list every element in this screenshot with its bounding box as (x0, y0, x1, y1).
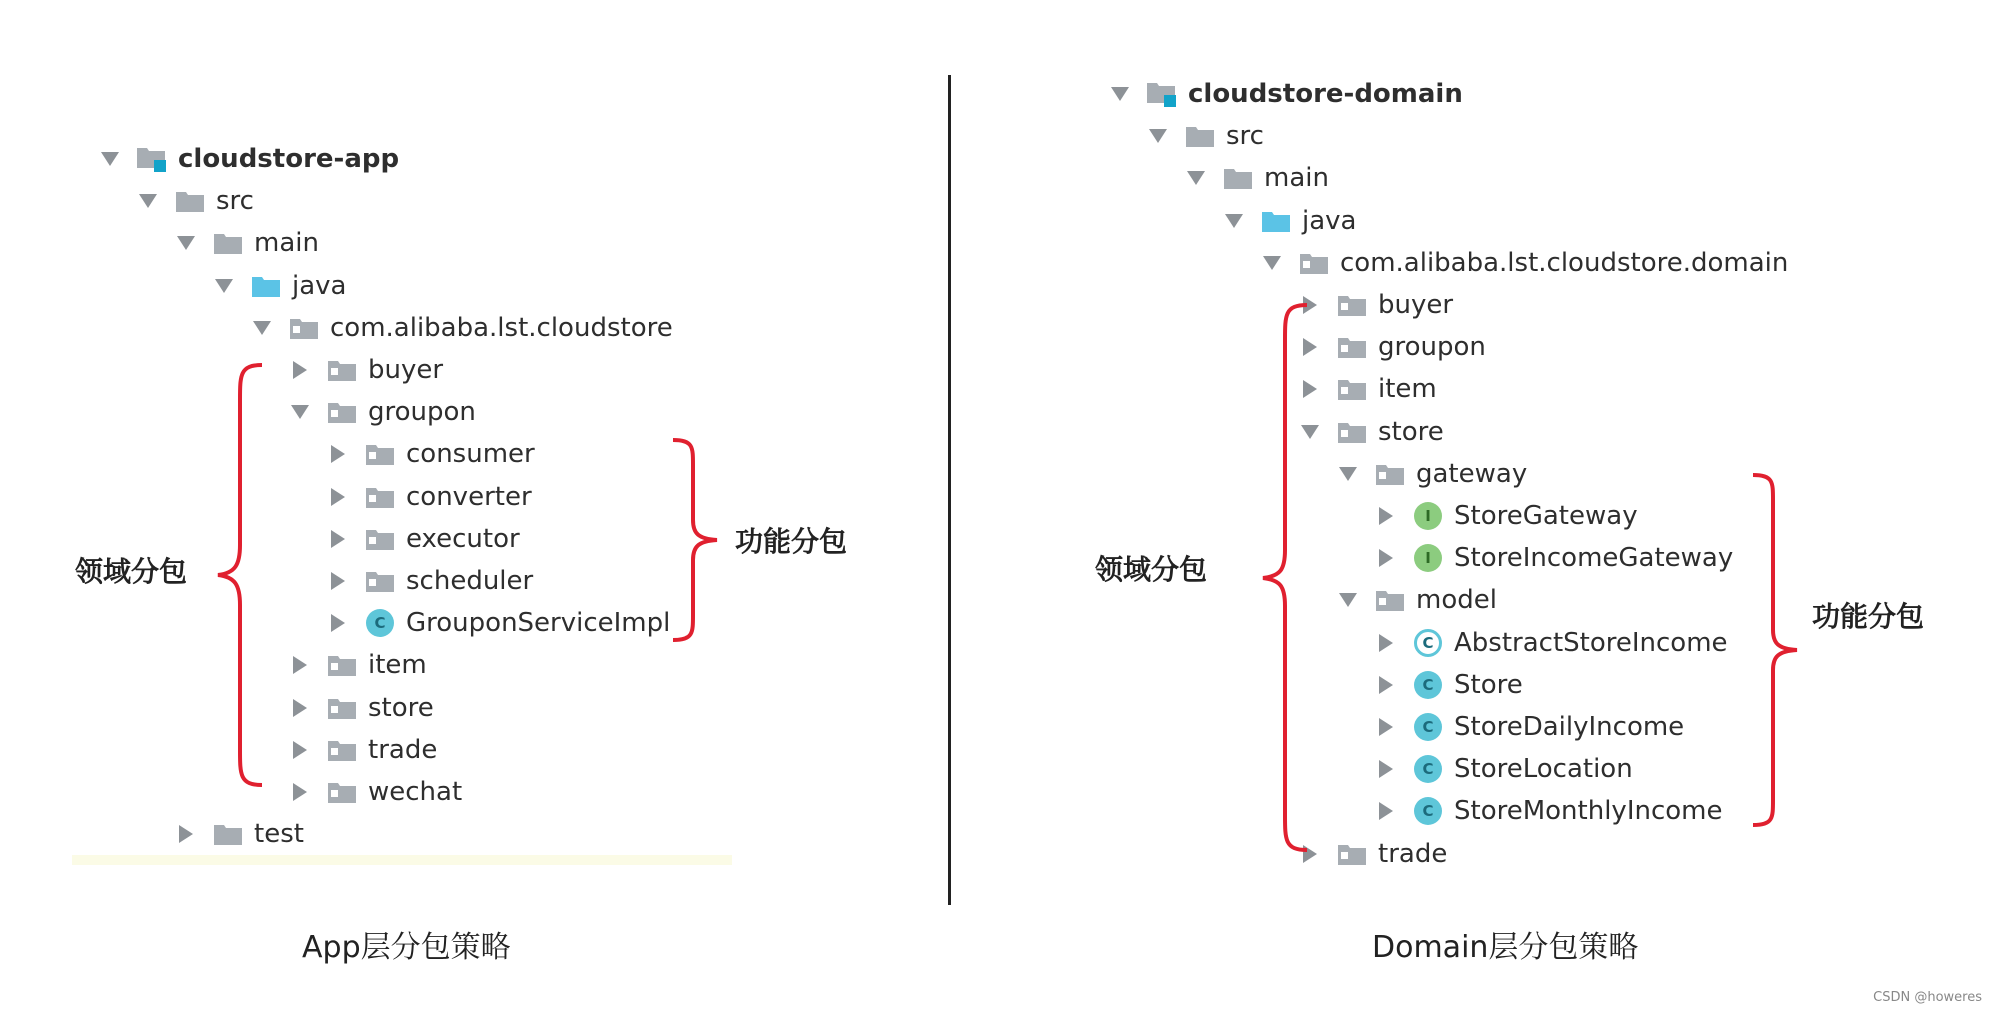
tree-node[interactable] (1184, 157, 1329, 199)
expanded-arrow-icon[interactable] (1336, 466, 1360, 482)
tree-node-label: item (1378, 374, 1437, 405)
expanded-arrow-icon[interactable] (1184, 170, 1208, 186)
expanded-arrow-icon[interactable] (98, 151, 122, 167)
tree-node-label: gateway (1416, 458, 1528, 489)
package-icon (326, 651, 358, 679)
package-icon (1374, 586, 1406, 614)
selection-highlight (72, 855, 732, 865)
tree-node-label: StoreLocation (1454, 754, 1633, 785)
tree-node[interactable] (288, 391, 476, 433)
tree-node-label: store (1378, 416, 1444, 447)
package-icon (364, 567, 396, 595)
tree-node-label: src (1226, 121, 1264, 152)
expanded-arrow-icon[interactable] (1108, 86, 1132, 102)
right-function-brace (1745, 470, 1805, 830)
collapsed-arrow-icon[interactable] (326, 571, 350, 591)
tree-node[interactable] (326, 476, 532, 518)
folder-icon (1222, 164, 1254, 192)
expanded-arrow-icon[interactable] (1336, 592, 1360, 608)
domain-caption: Domain层分包策略 (1372, 930, 1639, 965)
tree-node-label: StoreDailyIncome (1454, 712, 1685, 742)
class-icon: C (364, 609, 396, 637)
tree-node[interactable] (250, 307, 673, 349)
tree-node-label: groupon (1378, 332, 1486, 363)
tree-node[interactable] (1298, 833, 1447, 875)
collapsed-arrow-icon[interactable] (1374, 548, 1398, 568)
tree-node-label: StoreMonthlyIncome (1454, 796, 1723, 827)
tree-node-label: consumer (406, 439, 535, 470)
tree-node[interactable] (1374, 622, 1728, 664)
folder-icon (212, 229, 244, 257)
tree-node-label: trade (1378, 838, 1448, 869)
tree-node-label: buyer (368, 355, 444, 385)
tree-node-label: trade (368, 734, 438, 765)
package-icon (326, 778, 358, 806)
tree-node[interactable] (1108, 73, 1463, 115)
class-icon: C (1412, 713, 1444, 741)
source-folder-icon (1260, 207, 1292, 235)
tree-node-label: scheduler (406, 566, 534, 596)
left-function-brace-label: 功能分包 (735, 525, 848, 558)
package-icon (326, 736, 358, 764)
footnote: CSDN @howeres (1873, 990, 1982, 1005)
tree-node-label: com.alibaba.lst.cloudstore.domain (1340, 247, 1789, 278)
folder-icon (174, 187, 206, 215)
tree-node-label: store (368, 692, 434, 723)
expanded-arrow-icon[interactable] (136, 193, 160, 209)
class-icon: C (1412, 797, 1444, 825)
divider-line (948, 75, 951, 905)
expanded-arrow-icon[interactable] (1222, 213, 1246, 229)
module-folder-icon (136, 145, 168, 173)
collapsed-arrow-icon[interactable] (1374, 675, 1398, 695)
collapsed-arrow-icon[interactable] (1374, 633, 1398, 653)
tree-node[interactable] (1336, 579, 1497, 621)
package-icon (364, 483, 396, 511)
tree-node[interactable] (1374, 495, 1638, 537)
package-icon (326, 398, 358, 426)
tree-node[interactable] (136, 180, 254, 222)
left-function-brace (665, 435, 725, 645)
tree-node[interactable] (98, 138, 399, 180)
expanded-arrow-icon[interactable] (1146, 128, 1170, 144)
tree-node-label: buyer (1378, 290, 1454, 320)
tree-node-label: java (1302, 205, 1357, 236)
package-icon (364, 440, 396, 468)
collapsed-arrow-icon[interactable] (288, 360, 312, 380)
collapsed-arrow-icon[interactable] (326, 613, 350, 633)
collapsed-arrow-icon[interactable] (174, 824, 198, 844)
tree-node[interactable] (288, 771, 462, 813)
app-caption: App层分包策略 (302, 930, 511, 965)
interface-icon: I (1412, 502, 1444, 530)
tree-node[interactable] (1374, 706, 1684, 748)
tree-node[interactable] (288, 349, 443, 391)
tree-node[interactable] (1374, 537, 1733, 579)
package-icon (1336, 840, 1368, 868)
tree-node[interactable] (1260, 242, 1788, 284)
folder-icon (1184, 122, 1216, 150)
tree-node[interactable] (1374, 748, 1633, 790)
tree-node[interactable] (288, 644, 427, 686)
package-icon (326, 694, 358, 722)
collapsed-arrow-icon[interactable] (326, 444, 350, 464)
tree-node-label: java (292, 270, 347, 301)
package-icon (1336, 418, 1368, 446)
collapsed-arrow-icon[interactable] (1374, 717, 1398, 737)
package-icon (288, 314, 320, 342)
expanded-arrow-icon[interactable] (174, 235, 198, 251)
tree-node[interactable] (1298, 411, 1444, 453)
tree-node-label: GrouponServiceImpl (406, 608, 671, 639)
folder-icon (212, 820, 244, 848)
collapsed-arrow-icon[interactable] (1374, 506, 1398, 526)
tree-node[interactable] (212, 265, 346, 307)
tree-node[interactable] (326, 433, 535, 475)
tree-node-label: item (368, 650, 427, 681)
tree-node-label: wechat (368, 777, 463, 807)
tree-node-label: groupon (368, 397, 476, 428)
tree-node[interactable] (1222, 200, 1356, 242)
package-icon (1298, 249, 1330, 277)
left-domain-brace-label: 领域分包 (75, 555, 188, 588)
collapsed-arrow-icon[interactable] (288, 782, 312, 802)
tree-node-label: AbstractStoreIncome (1454, 627, 1728, 658)
package-icon (1336, 375, 1368, 403)
collapsed-arrow-icon[interactable] (326, 529, 350, 549)
left-domain-brace (210, 360, 270, 790)
tree-node[interactable] (1374, 790, 1723, 832)
source-folder-icon (250, 272, 282, 300)
tree-node-label: main (1264, 163, 1329, 194)
tree-node[interactable] (288, 687, 434, 729)
expanded-arrow-icon[interactable] (1260, 255, 1284, 271)
right-function-brace-label: 功能分包 (1812, 600, 1925, 633)
tree-node-label: StoreIncomeGateway (1454, 543, 1734, 574)
tree-node[interactable] (174, 222, 319, 264)
tree-node[interactable] (1374, 664, 1523, 706)
interface-icon: I (1412, 544, 1444, 572)
class-icon: C (1412, 671, 1444, 699)
tree-node[interactable] (1336, 453, 1527, 495)
package-icon (364, 525, 396, 553)
tree-node[interactable] (1298, 368, 1437, 410)
tree-node-label: cloudstore-app (178, 144, 400, 174)
right-domain-brace-label: 领域分包 (1095, 553, 1208, 586)
tree-node-label: model (1416, 585, 1497, 616)
tree-node-label: main (254, 228, 319, 259)
package-icon (1336, 291, 1368, 319)
tree-node[interactable] (1146, 115, 1264, 157)
module-folder-icon (1146, 80, 1178, 108)
expanded-arrow-icon[interactable] (288, 404, 312, 420)
collapsed-arrow-icon[interactable] (326, 487, 350, 507)
tree-node-label: Store (1454, 669, 1523, 700)
tree-node[interactable] (288, 729, 437, 771)
class-icon: C (1412, 755, 1444, 783)
expanded-arrow-icon[interactable] (250, 320, 274, 336)
package-icon (1336, 333, 1368, 361)
collapsed-arrow-icon[interactable] (1374, 759, 1398, 779)
tree-node[interactable] (326, 518, 520, 560)
tree-node-label: converter (406, 481, 532, 512)
tree-node-label: executor (406, 523, 520, 554)
tree-node-label: cloudstore-domain (1188, 79, 1463, 109)
package-icon (326, 356, 358, 384)
tree-node[interactable] (326, 602, 670, 644)
package-icon (1374, 460, 1406, 488)
tree-node[interactable] (1298, 284, 1453, 326)
tree-node-label: src (216, 186, 254, 217)
collapsed-arrow-icon[interactable] (288, 740, 312, 760)
tree-node[interactable] (1298, 326, 1486, 368)
tree-node-label: StoreGateway (1454, 501, 1638, 531)
tree-node[interactable] (174, 813, 304, 855)
collapsed-arrow-icon[interactable] (288, 698, 312, 718)
tree-node-label: com.alibaba.lst.cloudstore (330, 312, 673, 343)
tree-node-label: test (254, 819, 304, 850)
collapsed-arrow-icon[interactable] (1374, 801, 1398, 821)
tree-node[interactable] (326, 560, 533, 602)
right-domain-brace (1255, 300, 1315, 855)
expanded-arrow-icon[interactable] (212, 278, 236, 294)
collapsed-arrow-icon[interactable] (288, 655, 312, 675)
abstract-class-icon: C (1412, 629, 1444, 657)
